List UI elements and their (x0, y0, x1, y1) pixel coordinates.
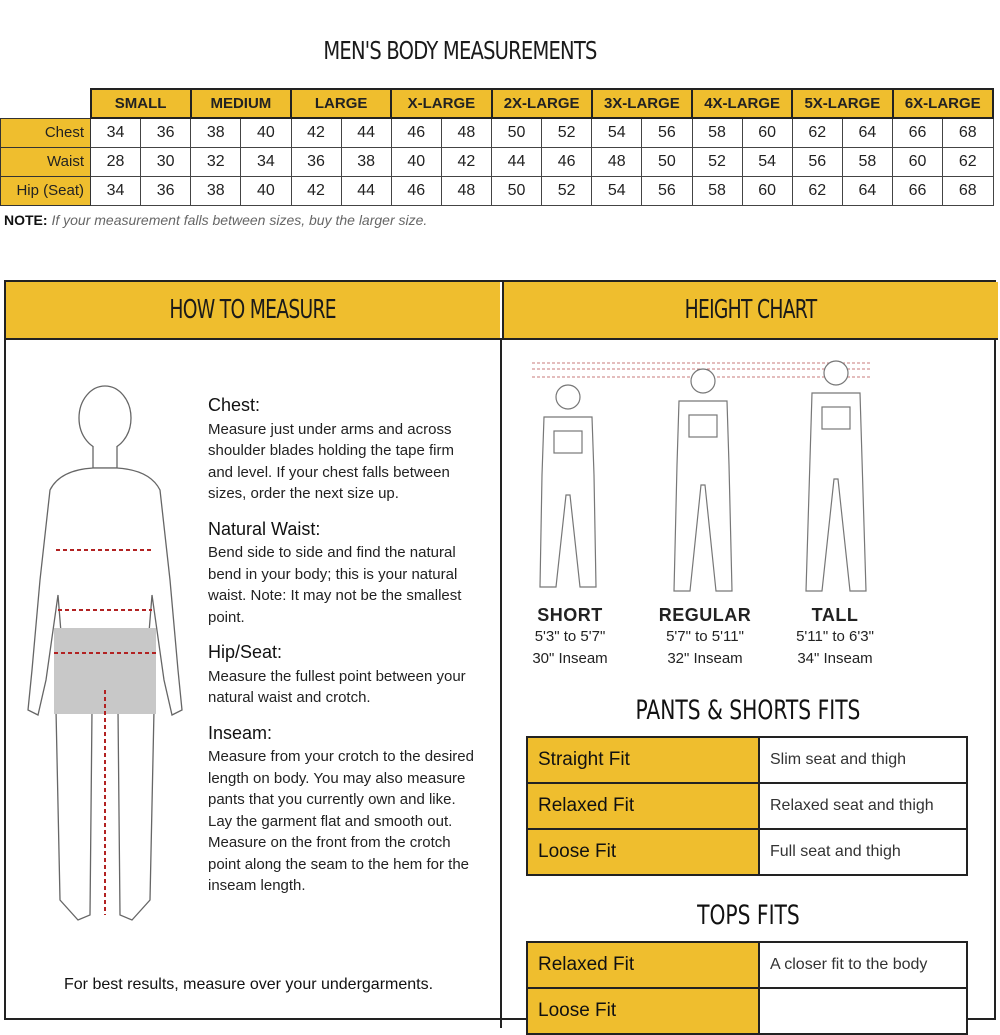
table-cell: 38 (191, 176, 241, 205)
fit-description: Relaxed seat and thigh (759, 783, 967, 829)
waist-heading: Natural Waist: (208, 518, 321, 539)
fit-name: Straight Fit (527, 737, 759, 783)
height-chart-title: HEIGHT CHART (685, 295, 817, 325)
table-cell: 36 (141, 118, 191, 147)
table-cell: 58 (842, 147, 892, 176)
height-short (520, 604, 620, 670)
table-cell: 68 (943, 176, 993, 205)
table-cell: 34 (241, 147, 291, 176)
size-header: LARGE (291, 89, 391, 118)
height-regular (650, 604, 760, 670)
table-cell: 66 (893, 176, 943, 205)
tops-fits-title (500, 900, 996, 931)
tops-fits-table (526, 941, 968, 1035)
table-cell: 52 (692, 147, 742, 176)
table-row (1, 176, 994, 205)
height-short-inseam: 30" Inseam (532, 650, 608, 667)
table-cell: 50 (642, 147, 692, 176)
fit-name: Loose Fit (527, 829, 759, 875)
table-cell: 60 (742, 176, 792, 205)
table-row (527, 737, 967, 783)
height-short-name: SHORT (537, 605, 603, 625)
fit-description: Full seat and thigh (759, 829, 967, 875)
pants-fits-table (526, 736, 968, 876)
height-chart-header (502, 282, 998, 340)
size-header: 3X-LARGE (592, 89, 692, 118)
table-cell: 38 (341, 147, 391, 176)
table-cell: 32 (191, 147, 241, 176)
size-header: 6X-LARGE (893, 89, 994, 118)
table-cell: 66 (893, 118, 943, 147)
regular-figure (674, 369, 732, 591)
pants-fits-heading: PANTS & SHORTS FITS (635, 695, 861, 726)
chest-instructions: Measure just under arms and across shoulder blades holding the tape firm and level. If your chest falls between sizes, order the next size up. (208, 420, 454, 502)
table-cell: 34 (91, 176, 141, 205)
table-cell: 44 (492, 147, 542, 176)
row-label: Chest (1, 118, 91, 147)
table-cell: 52 (542, 118, 592, 147)
fit-description: A closer fit to the body (759, 942, 967, 988)
table-cell: 34 (91, 118, 141, 147)
inseam-heading: Inseam: (208, 722, 273, 743)
table-row (527, 829, 967, 875)
size-header: 5X-LARGE (792, 89, 892, 118)
size-header: SMALL (91, 89, 191, 118)
inseam-instructions: Measure from your crotch to the desired length on body. You may also measure pants that you currently own and like. Lay the garment flat and smooth out. Measure on the front from the crotch point along the seam to the hem for the inseam length. (208, 748, 474, 894)
pants-fits-title (500, 695, 996, 726)
table-row (527, 942, 967, 988)
table-cell: 36 (291, 147, 341, 176)
hip-instructions: Measure the fullest point between your natural waist and crotch. (208, 667, 466, 706)
table-cell: 46 (391, 118, 441, 147)
table-cell: 56 (642, 118, 692, 147)
table-row (527, 988, 967, 1034)
row-label: Hip (Seat) (1, 176, 91, 205)
tops-fits-heading: TOPS FITS (696, 900, 800, 931)
hip-heading: Hip/Seat: (208, 642, 283, 662)
table-cell: 68 (943, 118, 993, 147)
body-figure-illustration (20, 380, 190, 930)
undergarments-note: For best results, measure over your undergarments. (64, 976, 434, 993)
table-row (1, 118, 994, 147)
table-cell: 40 (241, 176, 291, 205)
table-corner (1, 89, 91, 118)
table-cell: 42 (291, 176, 341, 205)
table-cell: 48 (441, 176, 491, 205)
table-cell: 56 (792, 147, 842, 176)
fit-name: Loose Fit (527, 988, 759, 1034)
short-figure (540, 385, 596, 587)
fit-description: Slim seat and thigh (759, 737, 967, 783)
height-regular-inseam: 32" Inseam (667, 650, 743, 667)
table-cell: 54 (742, 147, 792, 176)
height-tall (785, 604, 885, 670)
height-tall-inseam: 34" Inseam (797, 650, 873, 667)
table-cell: 42 (441, 147, 491, 176)
table-row (1, 147, 994, 176)
table-cell: 44 (341, 176, 391, 205)
size-header: MEDIUM (191, 89, 291, 118)
table-cell: 64 (842, 176, 892, 205)
height-regular-range: 5'7" to 5'11" (666, 628, 744, 645)
table-cell: 40 (241, 118, 291, 147)
size-header: X-LARGE (391, 89, 491, 118)
table-cell: 62 (792, 176, 842, 205)
table-cell: 54 (592, 118, 642, 147)
height-regular-name: REGULAR (658, 605, 752, 625)
table-cell: 48 (441, 118, 491, 147)
table-cell: 64 (842, 118, 892, 147)
chest-heading: Chest: (208, 395, 261, 415)
table-cell: 46 (391, 176, 441, 205)
fit-description (759, 988, 967, 1034)
table-cell: 50 (492, 118, 542, 147)
page-title: MEN'S BODY MEASUREMENTS (323, 36, 597, 65)
table-cell: 60 (742, 118, 792, 147)
size-header: 2X-LARGE (492, 89, 592, 118)
table-cell: 36 (141, 176, 191, 205)
table-cell: 58 (692, 176, 742, 205)
table-cell: 38 (191, 118, 241, 147)
table-cell: 58 (692, 118, 742, 147)
measure-instructions (208, 395, 478, 911)
table-row (527, 783, 967, 829)
height-tall-range: 5'11" to 6'3" (796, 628, 874, 645)
table-cell: 54 (592, 176, 642, 205)
table-cell: 52 (542, 176, 592, 205)
table-cell: 56 (642, 176, 692, 205)
table-cell: 44 (341, 118, 391, 147)
fit-name: Relaxed Fit (527, 942, 759, 988)
size-header: 4X-LARGE (692, 89, 792, 118)
table-cell: 46 (542, 147, 592, 176)
size-table (0, 88, 994, 206)
tall-figure (806, 361, 866, 591)
height-tall-name: TALL (811, 605, 859, 625)
table-cell: 62 (792, 118, 842, 147)
size-header-row (1, 89, 994, 118)
table-cell: 48 (592, 147, 642, 176)
note-label: NOTE: (4, 212, 48, 228)
how-to-measure-header (6, 282, 500, 340)
table-cell: 60 (893, 147, 943, 176)
table-cell: 62 (943, 147, 993, 176)
table-cell: 40 (391, 147, 441, 176)
note-text: If your measurement falls between sizes, buy the larger size. (51, 212, 428, 228)
table-cell: 28 (91, 147, 141, 176)
table-cell: 50 (492, 176, 542, 205)
table-cell: 42 (291, 118, 341, 147)
size-note (4, 212, 427, 228)
fit-name: Relaxed Fit (527, 783, 759, 829)
height-short-range: 5'3" to 5'7" (534, 628, 606, 645)
waist-instructions: Bend side to side and find the natural bend in your body; this is your natural waist. Note: It may not be the smallest point. (208, 544, 462, 626)
how-to-measure-title: HOW TO MEASURE (169, 295, 337, 325)
row-label: Waist (1, 147, 91, 176)
table-cell: 30 (141, 147, 191, 176)
